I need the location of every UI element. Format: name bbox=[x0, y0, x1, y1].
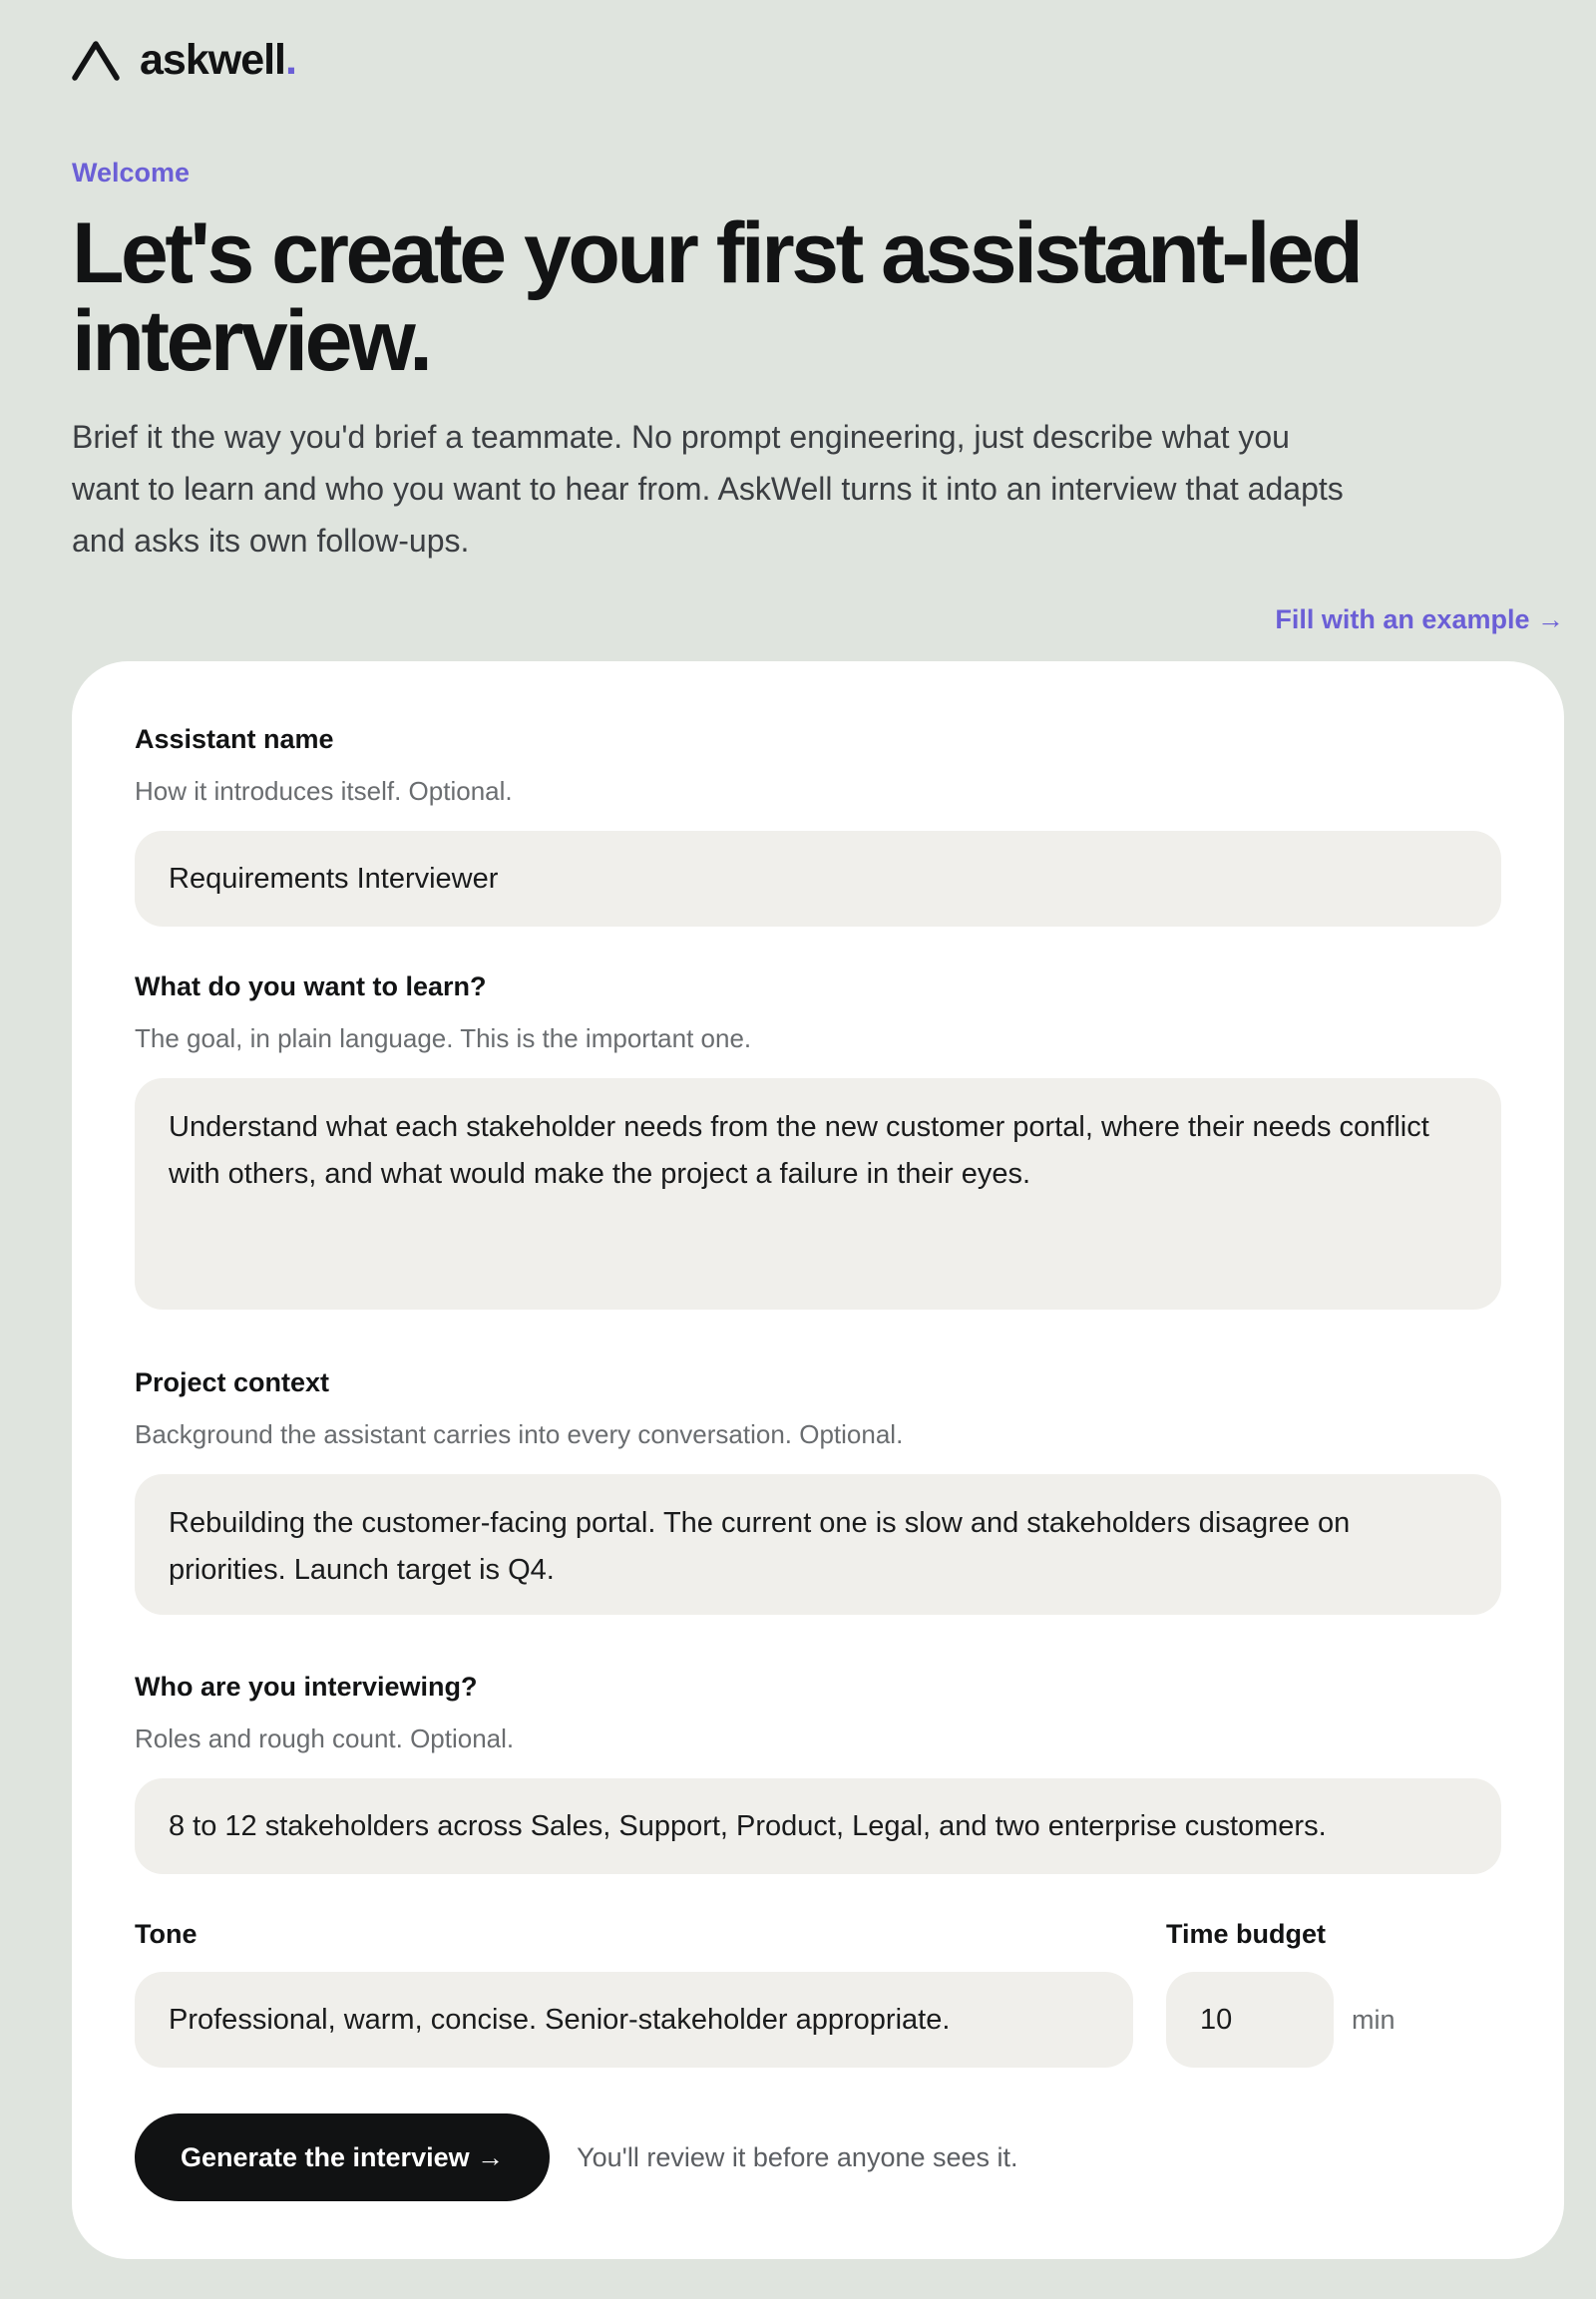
tone-label: Tone bbox=[135, 1919, 198, 1949]
project-context-textarea[interactable] bbox=[135, 1474, 1501, 1615]
assistant-name-input[interactable] bbox=[135, 831, 1501, 927]
learn-goal-label: What do you want to learn? bbox=[135, 971, 487, 1001]
learn-goal-field bbox=[135, 968, 1501, 1310]
time-budget-input[interactable] bbox=[1166, 1972, 1334, 2068]
interviewees-field bbox=[135, 1669, 1501, 1874]
interview-form-card bbox=[72, 661, 1564, 2259]
learn-goal-textarea[interactable] bbox=[135, 1078, 1501, 1310]
time-budget-unit: min bbox=[1352, 2004, 1396, 2035]
tone-input[interactable] bbox=[135, 1972, 1133, 2068]
assistant-name-field bbox=[135, 721, 1501, 927]
brand-wordmark: askwell. bbox=[140, 35, 296, 84]
brand-logo[interactable] bbox=[72, 35, 296, 84]
interviewees-input[interactable] bbox=[135, 1778, 1501, 1874]
learn-goal-hint: The goal, in plain language. This is the important one. bbox=[135, 1023, 752, 1053]
tone-field bbox=[135, 1916, 1133, 2068]
assistant-name-hint: How it introduces itself. Optional. bbox=[135, 776, 513, 806]
time-budget-label: Time budget bbox=[1166, 1919, 1327, 1949]
review-note: You'll review it before anyone sees it. bbox=[577, 2141, 1018, 2172]
project-context-label: Project context bbox=[135, 1367, 330, 1397]
project-context-field bbox=[135, 1364, 1501, 1615]
welcome-eyebrow: Welcome bbox=[72, 158, 191, 188]
interviewees-hint: Roles and rough count. Optional. bbox=[135, 1724, 515, 1753]
time-budget-field bbox=[1166, 1916, 1495, 2068]
page-description: Brief it the way you'd brief a teammate. No prompt engineering, just describe what you want to learn and who you want to hear from. AskWell turns it into an interview that adapts and asks its own follow-ups. bbox=[72, 419, 1344, 559]
project-context-hint: Background the assistant carries into every conversation. Optional. bbox=[135, 1419, 904, 1449]
fill-example-link[interactable]: Fill with an example → bbox=[1275, 604, 1564, 634]
assistant-name-label: Assistant name bbox=[135, 724, 334, 754]
interviewees-label: Who are you interviewing? bbox=[135, 1672, 478, 1702]
generate-interview-button[interactable]: Generate the interview → bbox=[135, 2113, 550, 2201]
askwell-logo-icon bbox=[72, 38, 120, 82]
page-title: Let's create your first assistant-led interview. bbox=[72, 205, 1361, 389]
form-actions bbox=[135, 2113, 1018, 2201]
